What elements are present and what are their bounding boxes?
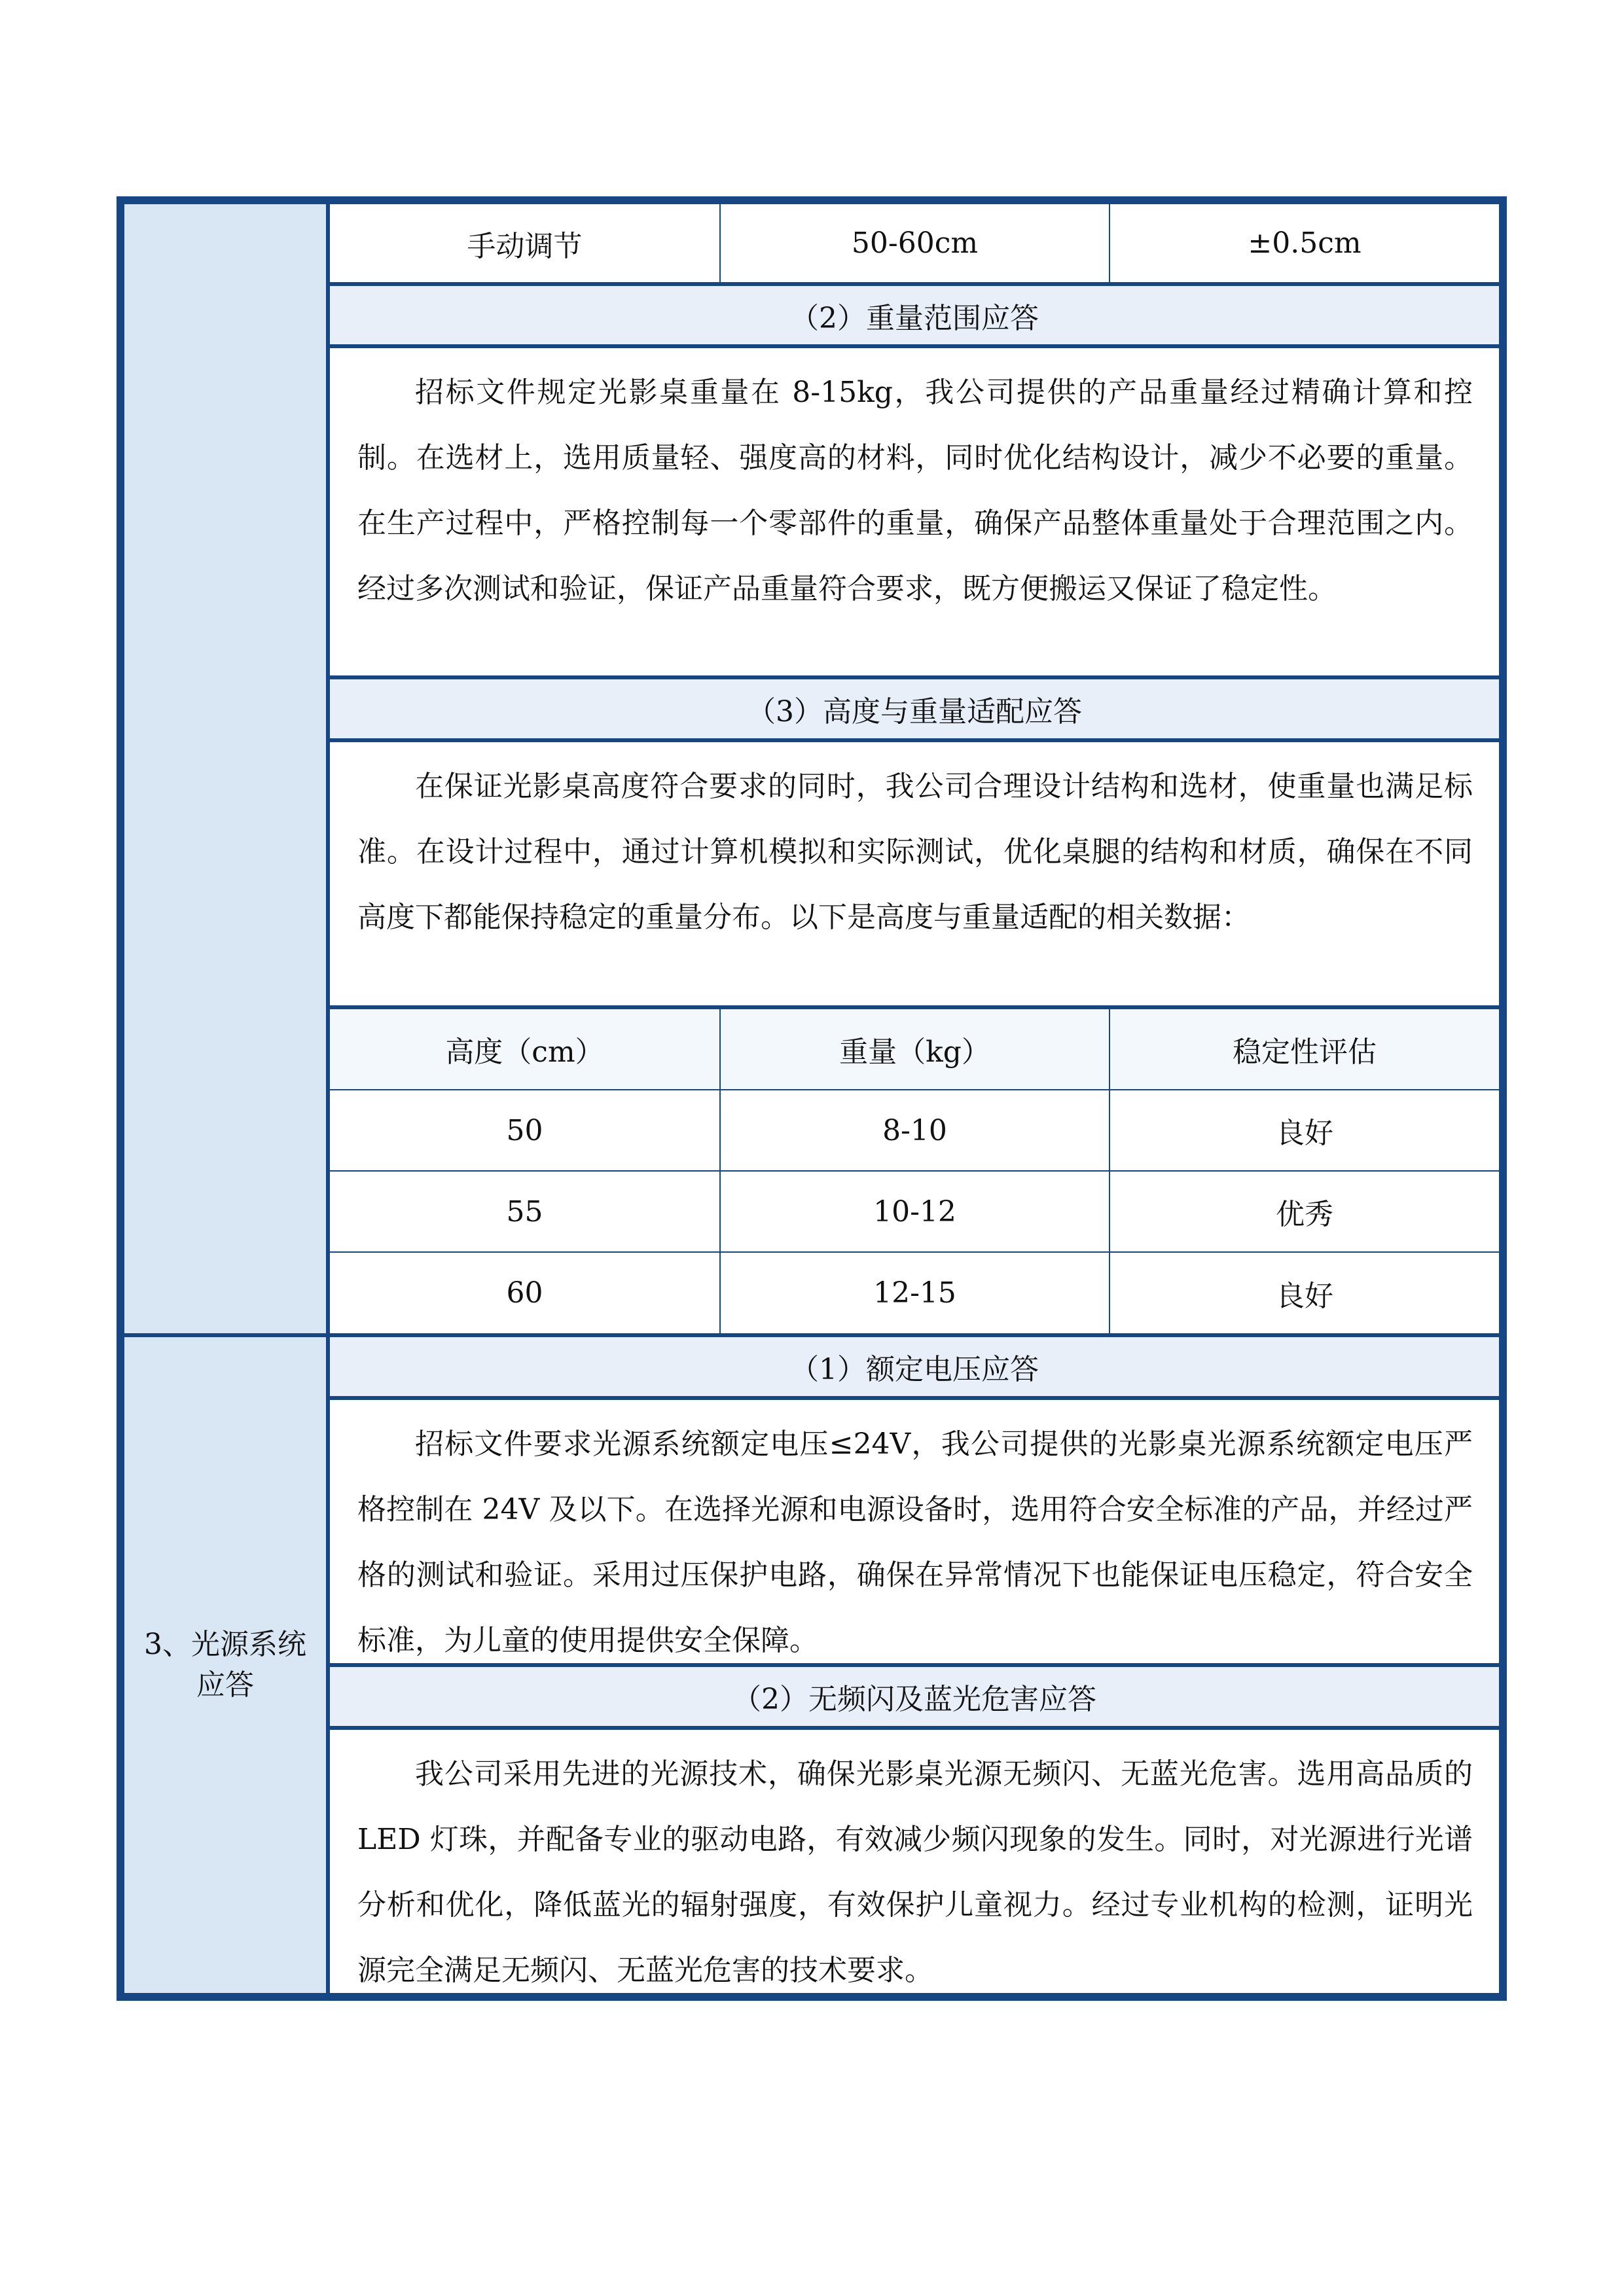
rated-voltage-paragraph <box>330 1400 1499 1663</box>
table-header-weight <box>721 1009 1109 1089</box>
adjustment-precision-cell <box>1110 204 1499 282</box>
rated-voltage-heading <box>330 1337 1499 1396</box>
section-2-label-cell <box>124 204 326 1333</box>
table-row-1-height <box>330 1090 719 1170</box>
adjustment-precision-text: ±0.5cm <box>1248 226 1362 260</box>
table-cell-text: 10-12 <box>873 1194 956 1229</box>
adjustment-range-cell <box>721 204 1109 282</box>
height-weight-fit-text: 在保证光影桌高度符合要求的同时，我公司合理设计结构和选材，使重量也满足标准。在设计过程中，通过计算机模拟和实际测试，优化桌腿的结构和材质，确保在不同高度下都能保持稳定的重量分布。以下是高度与重量适配的相关数据： <box>357 770 1473 934</box>
weight-range-heading-text: （2）重量范围应答 <box>790 301 1039 335</box>
adjustment-method-cell <box>330 204 719 282</box>
table-row-1-weight <box>721 1090 1109 1170</box>
table-cell-text: 12-15 <box>873 1276 956 1310</box>
weight-range-heading <box>330 286 1499 344</box>
flicker-bluelight-paragraph <box>330 1730 1499 1993</box>
table-row-2-weight <box>721 1172 1109 1251</box>
weight-range-paragraph <box>330 348 1499 675</box>
column-header-text: 重量（kg） <box>839 1035 990 1069</box>
table-row-3-stability <box>1110 1253 1499 1333</box>
table-cell-text: 优秀 <box>1276 1198 1333 1231</box>
height-weight-fit-heading <box>330 679 1499 738</box>
table-header-stability <box>1110 1009 1499 1089</box>
table-cell-text: 良好 <box>1276 1117 1333 1150</box>
response-table <box>117 196 1507 2001</box>
column-header-text: 稳定性评估 <box>1233 1035 1377 1069</box>
height-weight-fit-heading-text: （3）高度与重量适配应答 <box>747 695 1082 728</box>
table-row-3-weight <box>721 1253 1109 1333</box>
table-cell-text: 良好 <box>1276 1279 1333 1313</box>
table-row-3-height <box>330 1253 719 1333</box>
table-row-1-stability <box>1110 1090 1499 1170</box>
table-row-2-stability <box>1110 1172 1499 1251</box>
flicker-bluelight-text: 我公司采用先进的光源技术，确保光影桌光源无频闪、无蓝光危害。选用高品质的 LED 灯珠，并配备专业的驱动电路，有效减少频闪现象的发生。同时，对光源进行光谱分析和优化，降低蓝光的辐射强度，有效保护儿童视力。经过专业机构的检测，证明光源完全满足无频闪、无蓝光危害的技术要求。 <box>357 1757 1473 1987</box>
section-3-label: 3、光源系统应答 <box>144 1628 306 1702</box>
column-header-text: 高度（cm） <box>445 1035 604 1069</box>
section-3-label-cell <box>124 1337 326 1993</box>
flicker-bluelight-heading-text: （2）无频闪及蓝光危害应答 <box>732 1683 1096 1716</box>
rated-voltage-heading-text: （1）额定电压应答 <box>790 1353 1039 1386</box>
table-row-2-height <box>330 1172 719 1251</box>
height-weight-fit-paragraph <box>330 742 1499 1005</box>
table-cell-text: 60 <box>506 1276 543 1310</box>
rated-voltage-text: 招标文件要求光源系统额定电压≤24V，我公司提供的光影桌光源系统额定电压严格控制在 24V 及以下。在选择光源和电源设备时，选用符合安全标准的产品，并经过严格的测试和验证。采用过压保护电路，确保在异常情况下也能保证电压稳定，符合安全标准，为儿童的使用提供安全保障。 <box>357 1427 1473 1657</box>
adjustment-method-text: 手动调节 <box>467 229 583 263</box>
table-cell-text: 8-10 <box>882 1113 947 1147</box>
weight-range-text: 招标文件规定光影桌重量在 8-15kg，我公司提供的产品重量经过精确计算和控制。在选材上，选用质量轻、强度高的材料，同时优化结构设计，减少不必要的重量。在生产过程中，严格控制每一个零部件的重量，确保产品整体重量处于合理范围之内。经过多次测试和验证，保证产品重量符合要求，既方便搬运又保证了稳定性。 <box>357 376 1473 605</box>
table-header-height <box>330 1009 719 1089</box>
table-cell-text: 55 <box>506 1194 543 1229</box>
adjustment-range-text: 50-60cm <box>851 226 979 260</box>
flicker-bluelight-heading <box>330 1667 1499 1726</box>
table-cell-text: 50 <box>506 1113 543 1147</box>
